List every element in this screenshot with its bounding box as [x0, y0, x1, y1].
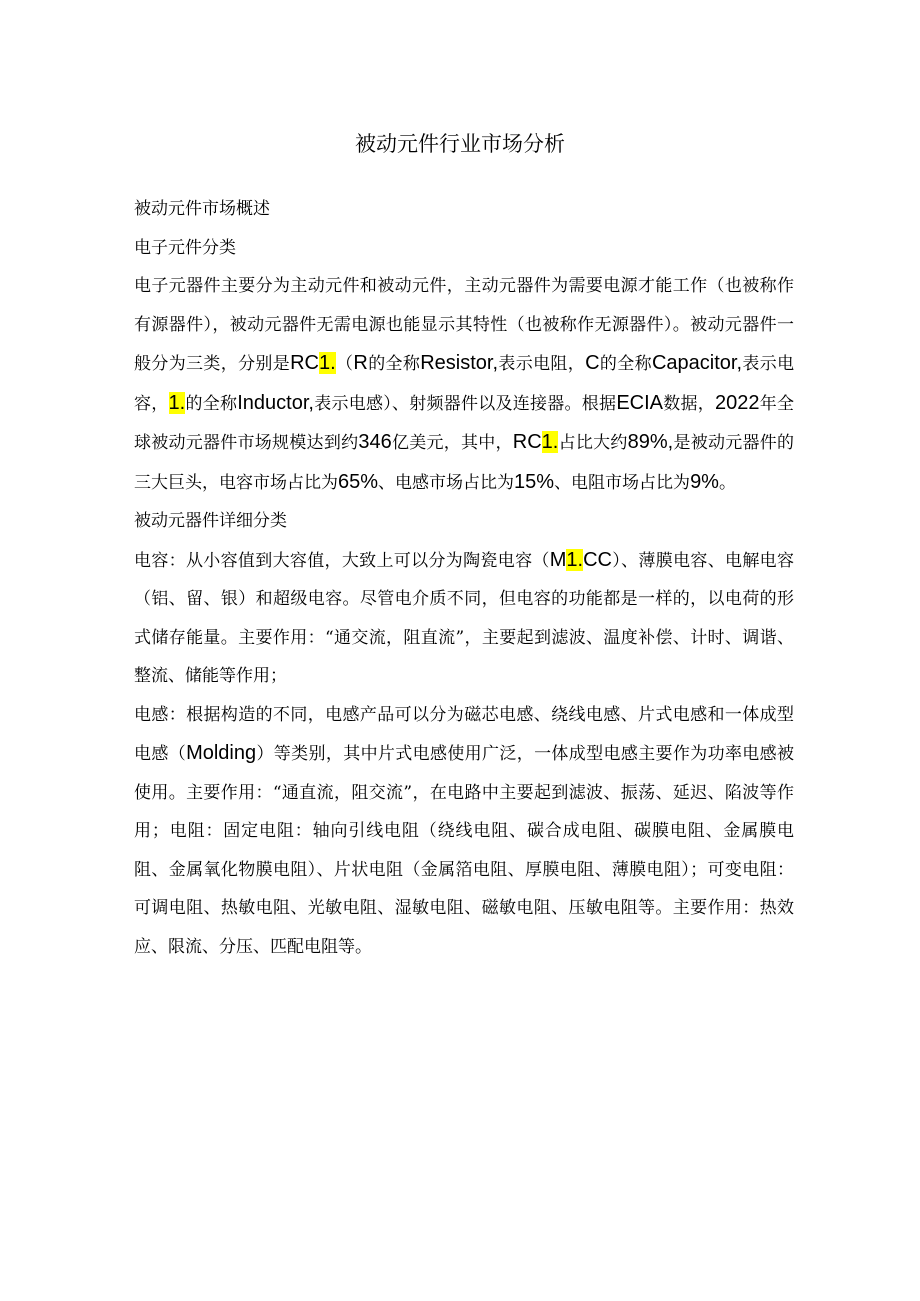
- subheading-component-classification: 电子元件分类: [134, 237, 236, 258]
- term-resistor: Resistor,: [420, 352, 499, 374]
- text-run: 电子元器件主要分为主动元件和被动元件，主动元器件为需要电源才能工作（也被称作有源器件），被动元器件无需电源也能显示其特性（也被称作无源器件）。被动元器件一般分为三类，分别是: [134, 276, 794, 374]
- text-run: ）、薄膜电容、电解电容（铝、留、银）和超级电容。尽管电介质不同，但电容的功能都是一样的，以电荷的形式储存能量。主要作用：“通交流，阻直流”，主要起到滤波、温度补偿、计时、调谐、整流、储能等作用；: [134, 550, 795, 686]
- text-run: 电感：根据构造的不同，电感产品可以分为磁芯电感、绕线电感、片式电感和一体成型电感（: [134, 704, 794, 764]
- text-run: 的全称: [367, 354, 421, 374]
- share-capacitor-value: 65%: [338, 470, 379, 493]
- text-run: 表示电阻，: [498, 354, 586, 374]
- year-value: 2022: [715, 391, 760, 414]
- subheading-detailed-classification: 被动元器件详细分类: [134, 511, 287, 531]
- paragraph-inductor-resistor: [134, 696, 794, 967]
- text-run: 是被动元器件的三大巨头，电容市场占比为: [134, 433, 795, 493]
- text-run: 的全称: [599, 354, 652, 374]
- document-body: [134, 190, 794, 966]
- text-run: 年全球被动元器件市场规模达到约: [134, 393, 795, 453]
- highlighted-term: 1.: [566, 548, 584, 571]
- text-run: 的全称: [185, 393, 238, 414]
- text-run: 电容：从小容值到大容值，大致上可以分为陶瓷电容（: [134, 550, 550, 571]
- text-run: 、电感市场占比为: [378, 472, 515, 493]
- text-run: 数据，: [663, 393, 716, 414]
- document-title: 被动元件行业市场分析: [355, 132, 565, 156]
- term-ecia: ECIA: [616, 391, 663, 414]
- text-run: 。: [718, 472, 736, 493]
- term-capacitor: Capacitor,: [651, 352, 743, 374]
- text-run: 、电阻市场占比为: [554, 472, 691, 493]
- paragraph-overview: [134, 267, 794, 502]
- highlighted-term: 1.: [541, 431, 559, 453]
- highlighted-term: 1.: [319, 352, 336, 374]
- term-molding: Molding: [186, 742, 257, 764]
- highlighted-term: 1.: [168, 391, 186, 414]
- term-m: M: [549, 548, 567, 571]
- paragraph-capacitor: [134, 541, 794, 696]
- term-c: C: [585, 352, 600, 374]
- term-rc: RC: [512, 431, 542, 453]
- text-run: 亿美元，其中，: [391, 433, 513, 453]
- term-r: R: [353, 352, 368, 374]
- share-total-value: 89%,: [627, 431, 674, 453]
- share-inductor-value: 15%: [514, 470, 555, 493]
- term-cc: CC: [583, 548, 612, 571]
- text-run: 表示电容，: [134, 354, 795, 414]
- term-inductor: Inductor,: [237, 391, 314, 414]
- section-heading: 被动元件市场概述: [134, 199, 270, 219]
- text-run: 表示电感）、射频器件以及连接器。根据: [313, 393, 617, 414]
- text-run: 占比大约: [558, 433, 628, 453]
- text-run: ）等类别，其中片式电感使用广泛，一体成型电感主要作为功率电感被使用。主要作用：“通直流，阻交流”，在电路中主要起到滤波、振荡、延迟、陷波等作用；电阻：固定电阻：轴向引线电阻（绕线电阻、碳合成电阻、碳膜电阻、金属膜电阻、金属氧化物膜电阻）、片状电阻（金属箔电阻、厚膜电阻、薄膜电阻）；可变电阻：可调电阻、热敏电阻、光敏电阻、湿敏电阻、磁敏电阻、压敏电阻等。主要作用：热效应、限流、分压、匹配电阻等。: [134, 744, 795, 957]
- text-run: （: [335, 354, 354, 374]
- share-resistor-value: 9%: [690, 470, 719, 493]
- market-size-value: 346: [358, 431, 392, 453]
- term-rc: RC: [290, 352, 319, 374]
